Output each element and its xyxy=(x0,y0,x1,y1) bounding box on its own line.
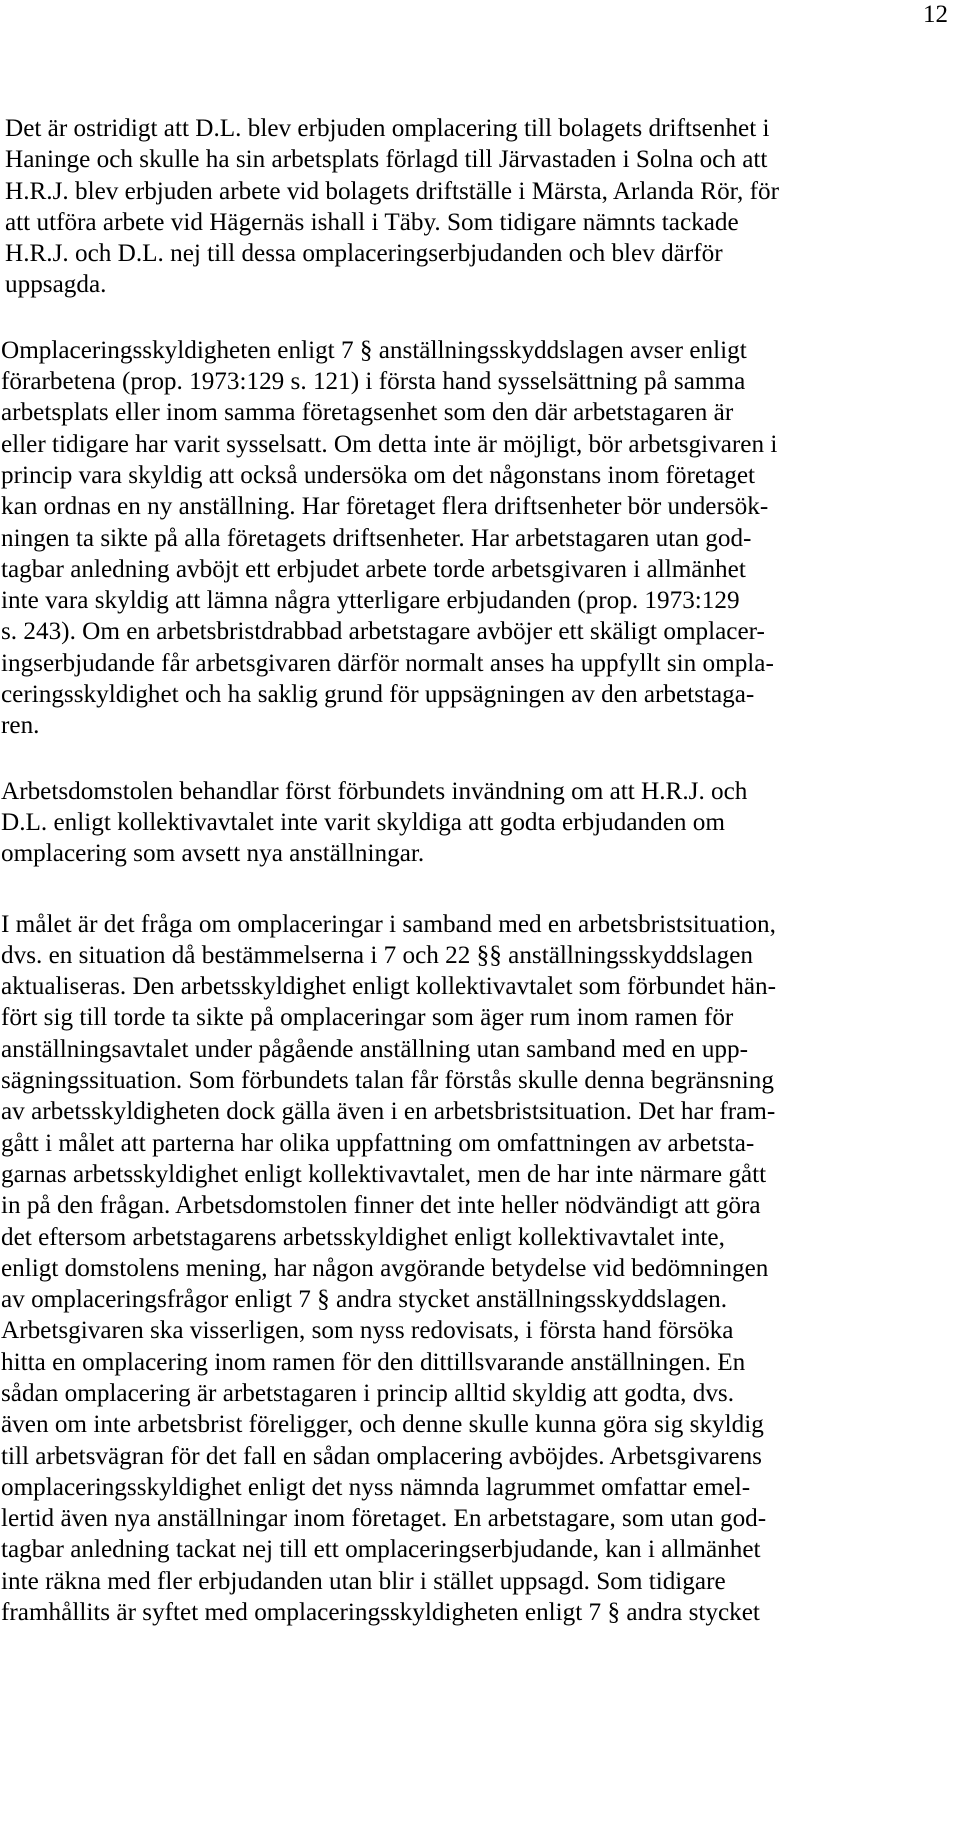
text-line: s. 243). Om en arbetsbristdrabbad arbetstagare avböjer ett skäligt omplacer- xyxy=(1,618,765,646)
text-line: inte räkna med fler erbjudanden utan blir i stället uppsagd. Som tidigare xyxy=(1,1567,726,1595)
text-line: ningen ta sikte på alla företagets driftsenheter. Har arbetstagaren utan god- xyxy=(1,524,752,552)
paragraph-2 xyxy=(1,335,960,742)
paragraph-spacer xyxy=(0,742,960,776)
text-line: omplacering som avsett nya anställningar. xyxy=(1,840,425,868)
text-line: Omplaceringsskyldigheten enligt 7 § anställningsskyddslagen avser enligt xyxy=(1,336,747,364)
text-line: eller tidigare har varit sysselsatt. Om detta inte är möjligt, bör arbetsgivaren i xyxy=(1,430,778,458)
text-line: tagbar anledning avböjt ett erbjudet arbete torde arbetsgivaren i allmänhet xyxy=(1,555,746,583)
text-line: fört sig till torde ta sikte på omplaceringar som äger rum inom ramen för xyxy=(1,1004,734,1032)
text-line: Haninge och skulle ha sin arbetsplats förlagd till Järvastaden i Solna och att xyxy=(5,146,768,174)
text-line: lertid även nya anställningar inom företaget. En arbetstagare, som utan god- xyxy=(1,1505,767,1533)
text-line: aktualiseras. Den arbetsskyldighet enligt kollektivavtalet som förbundet hän- xyxy=(1,973,777,1001)
text-line: framhållits är syftet med omplaceringsskyldigheten enligt 7 § andra stycket xyxy=(1,1599,760,1627)
text-line: Arbetsgivaren ska visserligen, som nyss redovisats, i första hand försöka xyxy=(1,1317,734,1345)
text-line: av omplaceringsfrågor enligt 7 § andra stycket anställningsskyddslagen. xyxy=(1,1286,728,1314)
paragraph-4 xyxy=(1,909,960,1629)
text-line: ren. xyxy=(1,712,40,740)
text-line: D.L. enligt kollektivavtalet inte varit skyldiga att godta erbjudanden om xyxy=(1,808,725,836)
paragraph-spacer xyxy=(0,301,960,335)
text-line: sägningssituation. Som förbundets talan får förstås skulle denna begränsning xyxy=(1,1067,774,1095)
text-line: arbetsplats eller inom samma företagsenhet som den där arbetstagaren är xyxy=(1,399,734,427)
text-line: tagbar anledning tackat nej till ett omplaceringserbjudande, kan i allmänhet xyxy=(1,1536,761,1564)
text-line: in på den frågan. Arbetsdomstolen finner det inte heller nödvändigt att göra xyxy=(1,1192,761,1220)
text-line: till arbetsvägran för det fall en sådan omplacering avböjdes. Arbetsgivarens xyxy=(1,1442,762,1470)
text-line: H.R.J. och D.L. nej till dessa omplaceringserbjudanden och blev därför xyxy=(5,240,723,268)
paragraph-spacer xyxy=(0,870,960,909)
text-line: I målet är det fråga om omplaceringar i samband med en arbetsbristsituation, xyxy=(1,910,776,938)
text-line: av arbetsskyldigheten dock gälla även i en arbetsbristsituation. Det har fram- xyxy=(1,1098,776,1126)
text-line: dvs. en situation då bestämmelserna i 7 och 22 §§ anställningsskyddslagen xyxy=(1,941,753,969)
paragraph-1 xyxy=(5,113,960,301)
text-line: sådan omplacering är arbetstagaren i princip alltid skyldig att godta, dvs. xyxy=(1,1379,735,1407)
text-line: det eftersom arbetstagarens arbetsskyldighet enligt kollektivavtalet inte, xyxy=(1,1223,725,1251)
text-line: att utföra arbete vid Hägernäs ishall i Täby. Som tidigare nämnts tackade xyxy=(5,208,739,236)
text-line: garnas arbetsskyldighet enligt kollektivavtalet, men de har inte närmare gått xyxy=(1,1160,767,1188)
text-line: Arbetsdomstolen behandlar först förbundets invändning om att H.R.J. och xyxy=(1,777,748,805)
text-line: ingserbjudande får arbetsgivaren därför normalt anses ha uppfyllt sin ompla- xyxy=(1,649,774,677)
text-line: enligt domstolens mening, har någon avgörande betydelse vid bedömningen xyxy=(1,1254,769,1282)
text-line: anställningsavtalet under pågående anställning utan samband med en upp- xyxy=(1,1035,749,1063)
document-body xyxy=(0,113,960,1628)
text-line: förarbetena (prop. 1973:129 s. 121) i första hand sysselsättning på samma xyxy=(1,368,746,396)
text-line: uppsagda. xyxy=(5,271,107,299)
text-line: även om inte arbetsbrist föreligger, och denne skulle kunna göra sig skyldig xyxy=(1,1411,764,1439)
paragraph-3 xyxy=(1,776,960,870)
text-line: kan ordnas en ny anställning. Har företaget flera driftsenheter bör undersök- xyxy=(1,493,769,521)
text-line: princip vara skyldig att också undersöka om det någonstans inom företaget xyxy=(1,461,756,489)
text-line: omplaceringsskyldighet enligt det nyss nämnda lagrummet omfattar emel- xyxy=(1,1473,751,1501)
text-line: Det är ostridigt att D.L. blev erbjuden omplacering till bolagets driftsenhet i xyxy=(5,115,770,142)
text-line: ceringsskyldighet och ha saklig grund för uppsägningen av den arbetstaga- xyxy=(1,681,755,709)
text-line: H.R.J. blev erbjuden arbete vid bolagets driftställe i Märsta, Arlanda Rör, för xyxy=(5,177,779,205)
text-line: inte vara skyldig att lämna några ytterligare erbjudanden (prop. 1973:129 xyxy=(1,587,740,615)
text-line: hitta en omplacering inom ramen för den dittillsvarande anställningen. En xyxy=(1,1348,746,1376)
page-number: 12 xyxy=(923,1,948,28)
text-line: gått i målet att parterna har olika uppfattning om omfattningen av arbetsta- xyxy=(1,1129,755,1157)
